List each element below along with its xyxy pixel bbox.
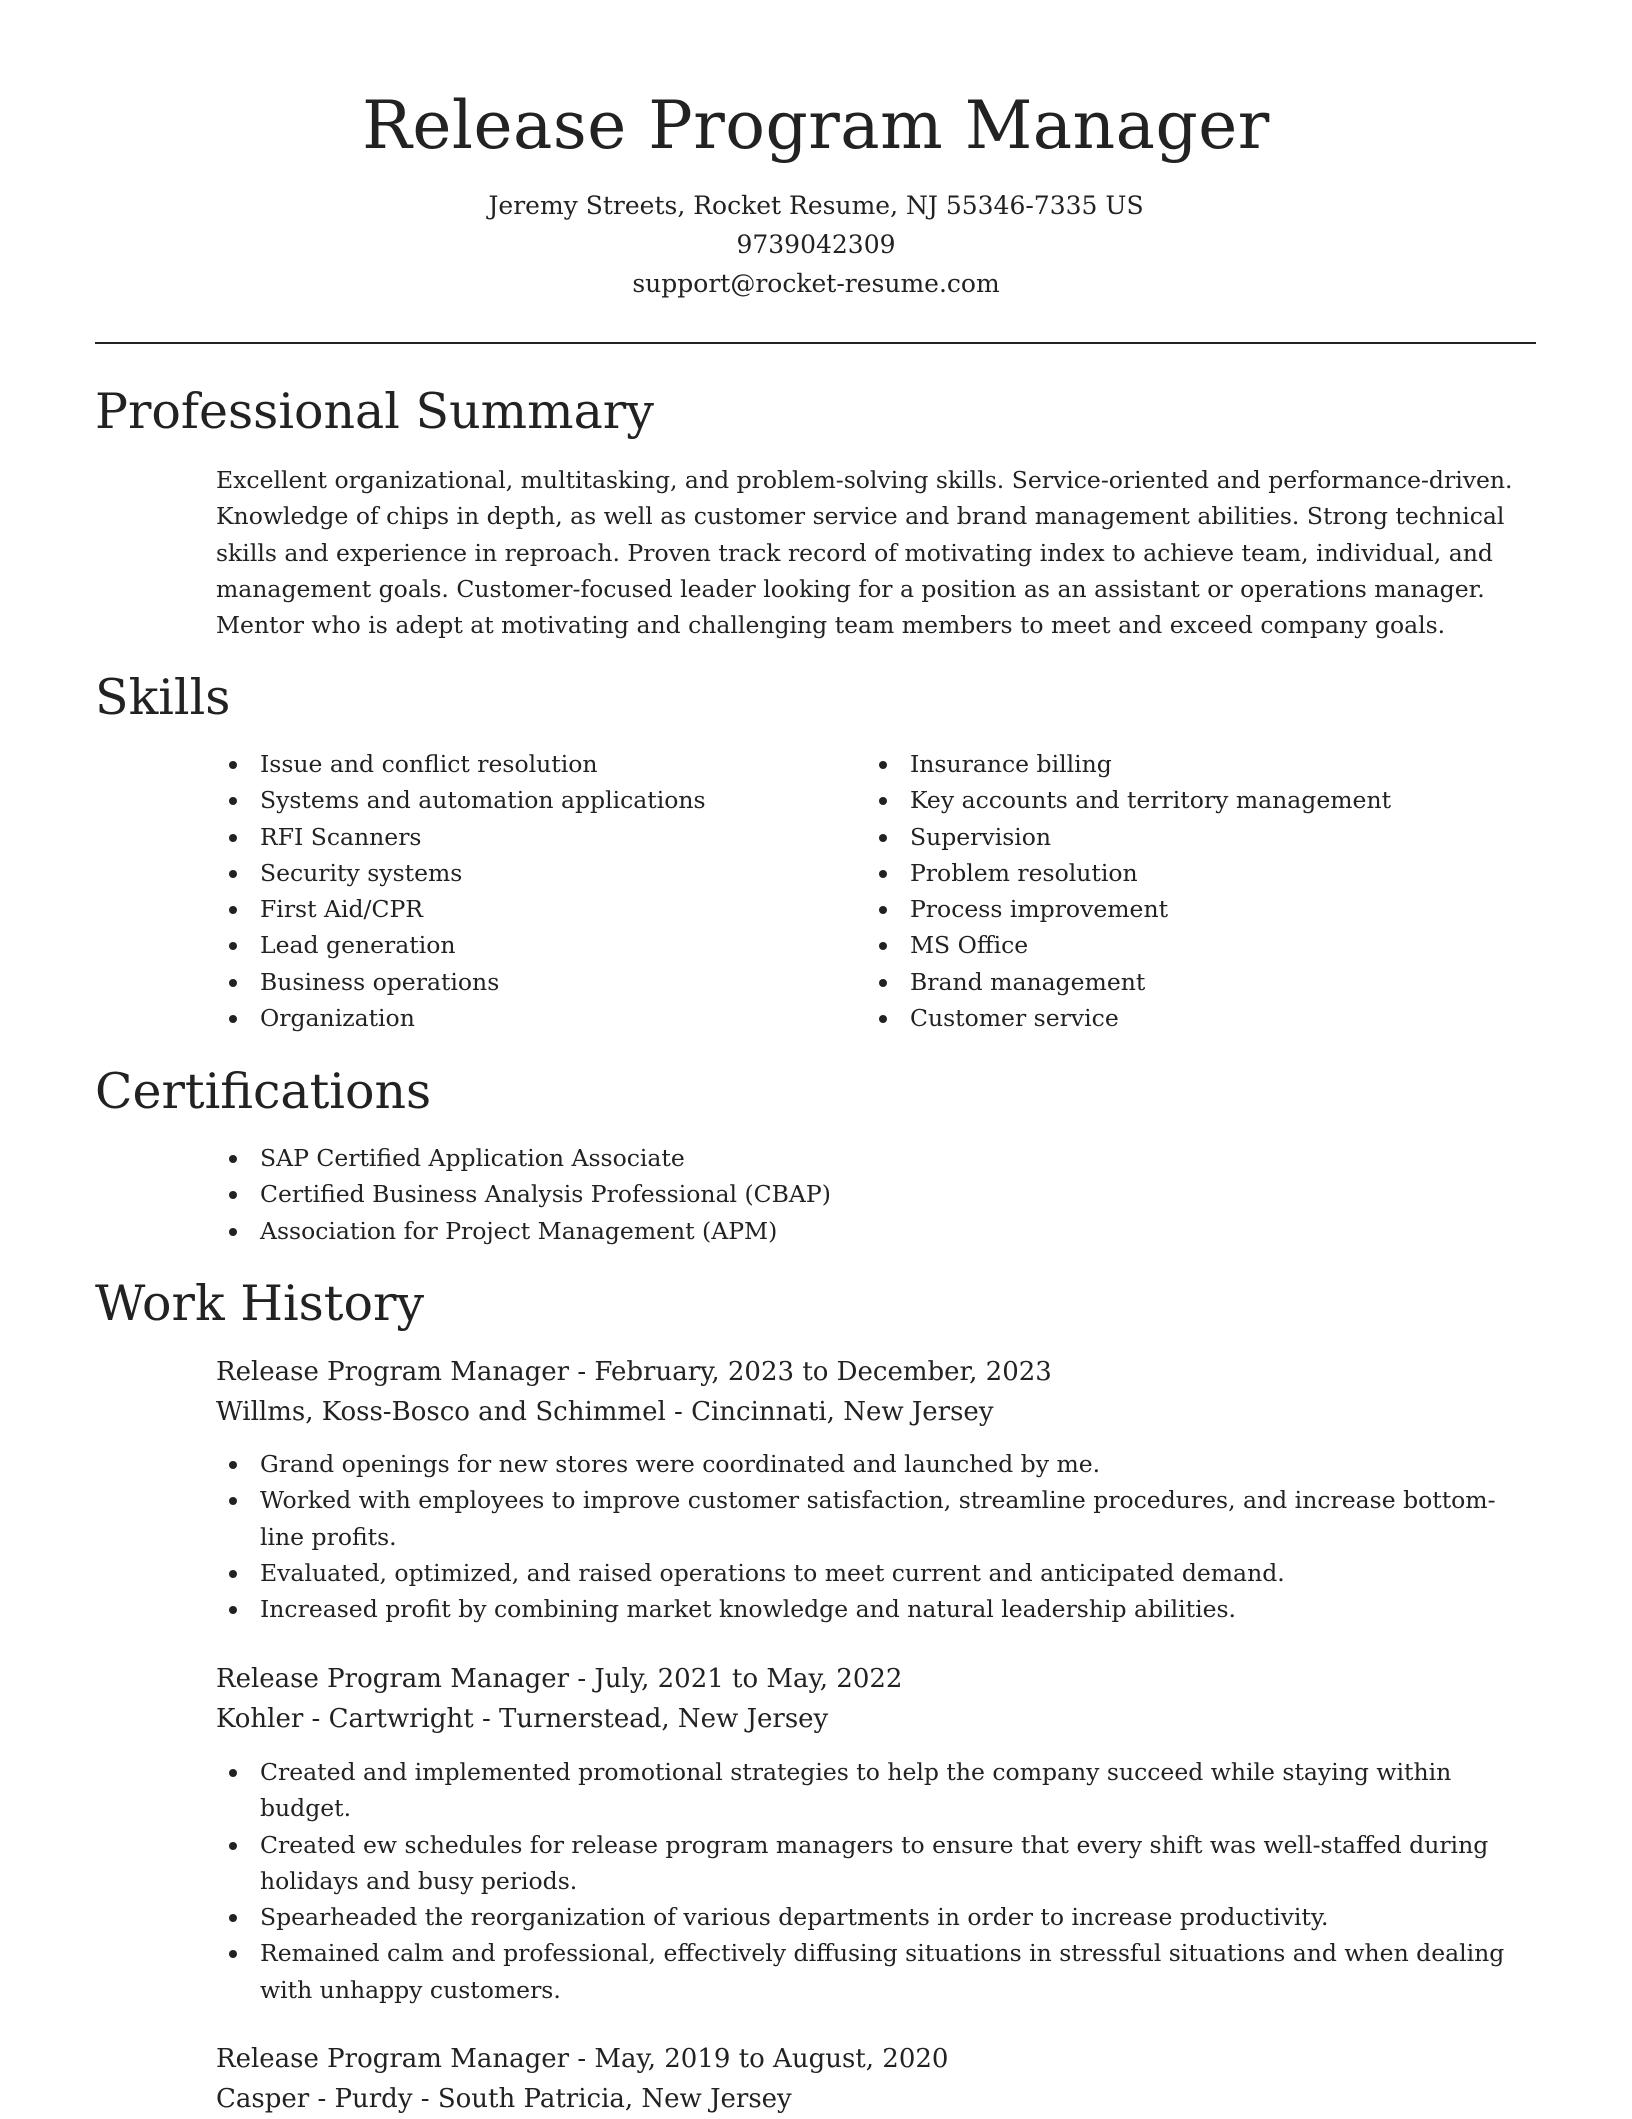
contact-block bbox=[0, 186, 1632, 303]
job-duty-item: Remained calm and professional, effectively diffusing situations in stressful situations and when dealing with unhappy customers. bbox=[216, 1935, 1536, 2008]
job-company-line: Casper - Purdy - South Patricia, New Jersey bbox=[216, 2084, 792, 2114]
job-title-line: Release Program Manager - February, 2023 to December, 2023 bbox=[216, 1357, 1052, 1387]
job-duty-item: Spearheaded the reorganization of various departments in order to increase productivity. bbox=[216, 1899, 1536, 1935]
skills-list-right bbox=[866, 746, 1536, 1036]
skill-item: RFI Scanners bbox=[216, 819, 856, 855]
skill-item: Security systems bbox=[216, 855, 856, 891]
skills-list-left bbox=[216, 746, 856, 1036]
skill-item: Lead generation bbox=[216, 927, 856, 963]
job-header bbox=[216, 1352, 1536, 1432]
contact-email: support@rocket-resume.com bbox=[632, 269, 1000, 298]
job-duties-list bbox=[216, 1754, 1536, 2008]
certification-item: Association for Project Management (APM) bbox=[216, 1213, 1536, 1249]
job-header bbox=[216, 1659, 1536, 1739]
summary-text: Excellent organizational, multitasking, and problem-solving skills. Service-oriented and performance-driven. Knowledge of chips in depth, as well as customer service and brand management abilities. Strong technical skills and experience in reproach. Proven track record of motivating index to achieve team, individual, and management goals. Customer-focused leader looking for a position as an assistant or operations manager. Mentor who is adept at motivating and challenging team members to meet and exceed company goals. bbox=[216, 466, 1513, 640]
job-header bbox=[216, 2039, 1536, 2119]
skill-item: Systems and automation applications bbox=[216, 782, 856, 818]
job-duty-item: Grand openings for new stores were coordinated and launched by me. bbox=[216, 1446, 1536, 1482]
certifications-list bbox=[216, 1140, 1536, 1249]
resume-title: Release Program Manager bbox=[362, 87, 1270, 164]
skill-item: Business operations bbox=[216, 964, 856, 1000]
skill-item: Key accounts and territory management bbox=[866, 782, 1536, 818]
job-duty-item: Created and implemented promotional strategies to help the company succeed while staying within budget. bbox=[216, 1754, 1536, 1827]
job-company-line: Kohler - Cartwright - Turnerstead, New Jersey bbox=[216, 1704, 829, 1734]
skill-item: Organization bbox=[216, 1000, 856, 1036]
skill-item: First Aid/CPR bbox=[216, 891, 856, 927]
section-heading-skills: Skills bbox=[95, 669, 231, 726]
job-duty-item: Created ew schedules for release program managers to ensure that every shift was well-staffed during holidays and busy periods. bbox=[216, 1827, 1536, 1900]
header-divider bbox=[95, 342, 1536, 344]
skill-item: Customer service bbox=[866, 1000, 1536, 1036]
job-duty-item: Increased profit by combining market knowledge and natural leadership abilities. bbox=[216, 1591, 1536, 1627]
section-heading-certifications: Certifications bbox=[95, 1063, 432, 1120]
certification-item: SAP Certified Application Associate bbox=[216, 1140, 1536, 1176]
job-title-line: Release Program Manager - May, 2019 to August, 2020 bbox=[216, 2044, 949, 2074]
job-duties-list bbox=[216, 1446, 1536, 1627]
contact-phone: 9739042309 bbox=[736, 230, 896, 259]
skill-item: Insurance billing bbox=[866, 746, 1536, 782]
job-company-line: Willms, Koss-Bosco and Schimmel - Cincinnati, New Jersey bbox=[216, 1397, 994, 1427]
resume-header bbox=[0, 0, 1632, 303]
skill-item: Supervision bbox=[866, 819, 1536, 855]
job-duty-item: Worked with employees to improve customer satisfaction, streamline procedures, and increase bottom-line profits. bbox=[216, 1482, 1536, 1555]
job-duty-item: Evaluated, optimized, and raised operations to meet current and anticipated demand. bbox=[216, 1555, 1536, 1591]
skill-item: Issue and conflict resolution bbox=[216, 746, 856, 782]
contact-address: Jeremy Streets, Rocket Resume, NJ 55346-7335 US bbox=[488, 191, 1144, 220]
skill-item: Process improvement bbox=[866, 891, 1536, 927]
skill-item: Problem resolution bbox=[866, 855, 1536, 891]
section-heading-work-history: Work History bbox=[95, 1275, 425, 1332]
certification-item: Certified Business Analysis Professional (CBAP) bbox=[216, 1176, 1536, 1212]
job-title-line: Release Program Manager - July, 2021 to May, 2022 bbox=[216, 1664, 903, 1694]
section-heading-summary: Professional Summary bbox=[95, 383, 654, 440]
skill-item: MS Office bbox=[866, 927, 1536, 963]
skill-item: Brand management bbox=[866, 964, 1536, 1000]
